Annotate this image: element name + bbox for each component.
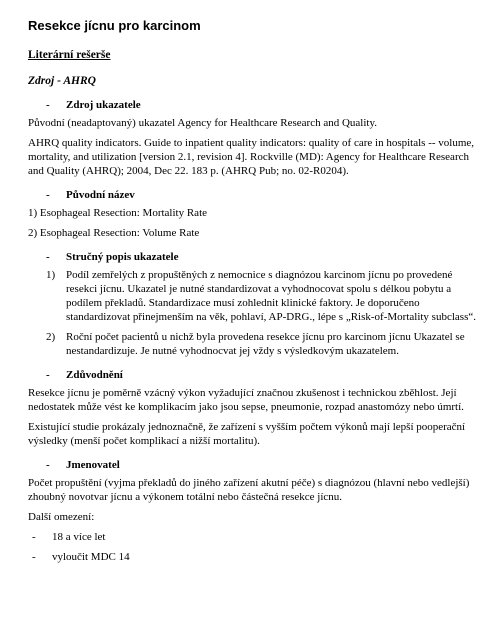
section-heading-source xyxy=(28,98,478,112)
paragraph: Resekce jícnu je poměrně vzácný výkon vyžadující značnou zkušenost i technickou zběhlost. Její nedostatek může vést ke komplikacím jako jsou sepse, pneumonie, rozpad anastomózy nebo úmrtí. xyxy=(28,387,464,413)
list-item-text: Podíl zemřelých z propuštěných z nemocnice s diagnózou karcinom jícnu po provedené resekci jícnu. Ukazatel je nutné standardizovat a vyhodnocovat spolu s délkou pobytu a podílem překladů. Standardizace musí zohlednit klinické faktory. Je doporučeno standardizovat přinejmenším na věk, pohlaví, AP-DRG., lépe s „Risk-of-Mortality subclass“. xyxy=(66,269,476,323)
dash-bullet: - xyxy=(46,459,50,471)
list-item xyxy=(28,330,478,358)
paragraph: AHRQ quality indicators. Guide to inpatient quality indicators: quality of care in hospitals -- volume, mortality, and utilization [version 2.1, revision 4]. Rockville (MD): Agency for Healthcare Research and Quality (AHRQ); 2004, Dec 22. 183 p. (AHRQ Pub; no. 02-R0204). xyxy=(28,137,475,177)
dash-bullet: - xyxy=(46,189,50,201)
paragraph: Další omezení: xyxy=(28,511,95,523)
list-number: 1) xyxy=(46,269,56,281)
section-heading-label: Zdroj ukazatele xyxy=(66,99,141,111)
list-item xyxy=(28,530,478,544)
dash-bullet: - xyxy=(46,251,50,263)
dash-bullet: - xyxy=(46,369,50,381)
list-item-text: 18 a více let xyxy=(52,531,106,543)
list-item-text: Roční počet pacientů u nichž byla provedena resekce jícnu pro karcinom jícnu Ukazatel se nestandardizuje. Je nutné vyhodnocvat jej vždy s výsledkovým ukazatelem. xyxy=(66,331,465,357)
section-heading-description xyxy=(28,250,478,264)
source-heading: Zdroj - AHRQ xyxy=(28,75,96,87)
dash-bullet: - xyxy=(32,531,36,543)
dash-bullet: - xyxy=(32,551,36,563)
list-item xyxy=(28,268,478,324)
list-item xyxy=(28,550,478,564)
dash-bullet: - xyxy=(46,99,50,111)
section-heading-original-name xyxy=(28,188,478,202)
document-page xyxy=(28,18,478,570)
section-heading-label: Zdůvodnění xyxy=(66,369,123,381)
paragraph: Původní (neadaptovaný) ukazatel Agency for Healthcare Research and Quality. xyxy=(28,117,378,129)
list-number: 2) xyxy=(46,331,56,343)
paragraph: Existující studie prokázaly jednoznačně, že zařízení s vyšším počtem výkonů mají lepší pooperační výsledky (menší počet komplikací a nižší mortalitu). xyxy=(28,421,466,447)
section-heading-label: Jmenovatel xyxy=(66,459,120,471)
document-title: Resekce jícnu pro karcinom xyxy=(28,18,201,33)
paragraph: Počet propuštění (vyjma překladů do jiného zařízení akutní péče) s diagnózou (hlavní nebo vedlejší) zhoubný novotvar jícnu a výkonem totální nebo částečná resekce jícnu. xyxy=(28,477,470,503)
dash-list xyxy=(28,530,478,564)
section-heading-label: Stručný popis ukazatele xyxy=(66,251,179,263)
literature-heading: Literární rešerše xyxy=(28,49,111,61)
list-item-text: vyloučit MDC 14 xyxy=(52,551,130,563)
numbered-list xyxy=(28,268,478,358)
section-heading-label: Původní název xyxy=(66,189,135,201)
section-heading-denominator xyxy=(28,458,478,472)
paragraph: 2) Esophageal Resection: Volume Rate xyxy=(28,227,200,239)
section-heading-justification xyxy=(28,368,478,382)
paragraph: 1) Esophageal Resection: Mortality Rate xyxy=(28,207,208,219)
